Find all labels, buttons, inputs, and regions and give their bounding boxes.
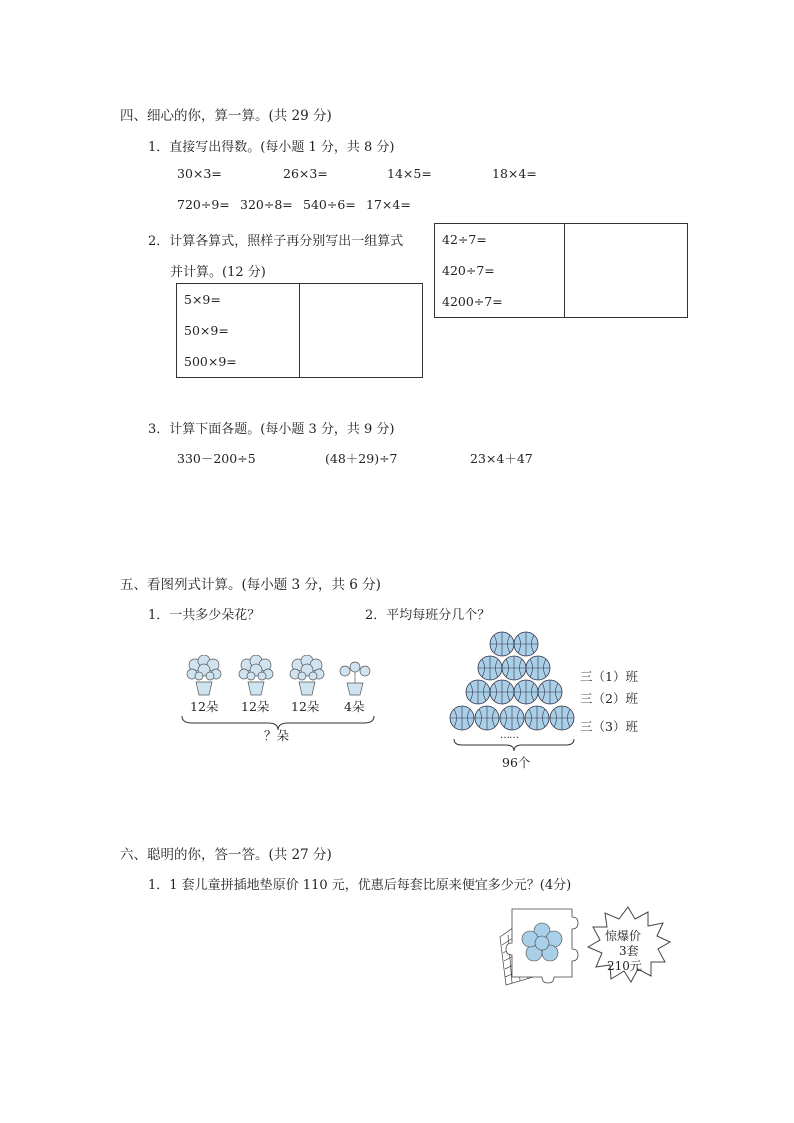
section-6-title: 六、聪明的你，答一答。(共 27 分) <box>120 847 332 863</box>
answer-area[interactable] <box>565 224 688 318</box>
q5-2-title: 2．平均每班分几个？ <box>365 608 491 623</box>
total-flowers-label: ？朵 <box>264 728 290 743</box>
box-expression: 50×9= <box>184 323 229 338</box>
class-label: 三（2）班 <box>580 691 638 706</box>
pot-count-label: 4朵 <box>344 699 365 714</box>
small-flower-pot-icon <box>337 659 373 697</box>
badge-text: 3套 <box>619 944 639 958</box>
pot-count-label: 12朵 <box>291 699 320 714</box>
flower-pot-icon <box>235 655 277 697</box>
answer-area[interactable] <box>300 284 423 378</box>
q4-2-title-line2: 并计算。(12 分) <box>170 265 266 280</box>
basketball-pyramid <box>446 630 582 744</box>
pot-count-label: 12朵 <box>190 699 219 714</box>
flower-pot-icon <box>286 655 328 697</box>
q4-2-title-line1: 2．计算各算式，照样子再分别写出一组算式 <box>148 234 404 249</box>
oral-calc: 540÷6= <box>303 197 356 212</box>
play-mat-icon <box>494 905 586 989</box>
total-balls-label: 96个 <box>502 755 531 770</box>
example-box-left <box>176 283 423 378</box>
mixed-calc: (48＋29)÷7 <box>325 451 398 466</box>
mixed-calc: 23×4＋47 <box>470 451 533 466</box>
class-label: 三（1）班 <box>580 669 638 684</box>
section-5-title: 五、看图列式计算。(每小题 3 分，共 6 分) <box>120 577 381 593</box>
oral-calc: 720÷9= <box>177 197 230 212</box>
box-expression: 500×9= <box>184 354 237 369</box>
oral-calc: 26×3= <box>283 166 328 181</box>
oral-calc: 320÷8= <box>240 197 293 212</box>
oral-calc: 17×4= <box>366 197 411 212</box>
q4-3-title: 3．计算下面各题。(每小题 3 分，共 9 分) <box>148 422 395 437</box>
example-box-right <box>434 223 688 318</box>
oral-calc: 30×3= <box>177 166 222 181</box>
ellipsis: …… <box>500 730 518 741</box>
total-brace <box>452 737 576 753</box>
oral-calc: 14×5= <box>387 166 432 181</box>
box-expression: 420÷7= <box>442 263 495 278</box>
badge-text: 210元 <box>607 959 642 973</box>
mixed-calc: 330－200÷5 <box>177 451 256 466</box>
q4-1-title: 1．直接写出得数。(每小题 1 分，共 8 分) <box>148 140 395 155</box>
class-label: 三（3）班 <box>580 719 638 734</box>
q5-1-title: 1．一共多少朵花？ <box>148 608 261 623</box>
box-expression: 42÷7= <box>442 232 487 247</box>
box-expression: 5×9= <box>184 292 221 307</box>
badge-text: 惊爆价 <box>605 929 642 943</box>
oral-calc: 18×4= <box>492 166 537 181</box>
pot-count-label: 12朵 <box>241 699 270 714</box>
q6-1-title: 1．1 套儿童拼插地垫原价 110 元，优惠后每套比原来便宜多少元？(4分) <box>148 878 572 893</box>
flower-pot-icon <box>183 655 225 697</box>
section-4-title: 四、细心的你，算一算。(共 29 分) <box>120 108 332 124</box>
box-expression: 4200÷7= <box>442 294 503 309</box>
